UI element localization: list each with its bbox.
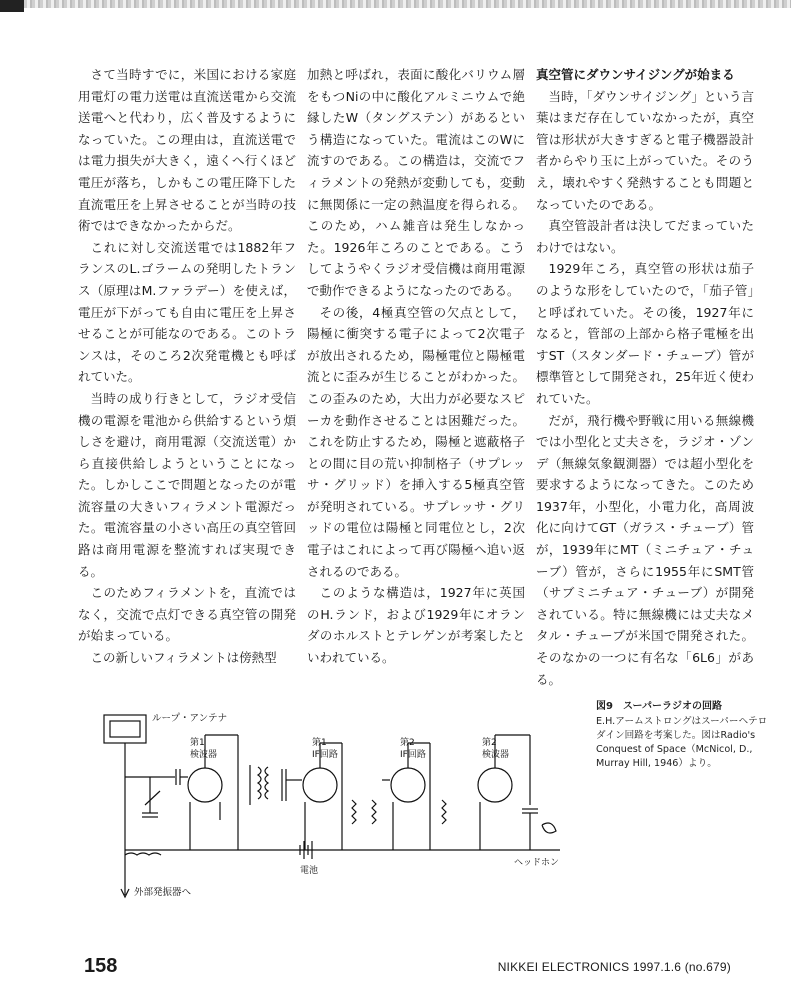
col2-paragraph-2: その後，4極真空管の欠点として，陽極に衝突する電子によって2次電子が放出されるため，陽極電位と陽極電流とに歪みが生じることがわかった。この歪みのため，大出力が必要なスピーカを動作させることは困難だった。これを防止するため，陽極と遮蔽格子との間に目の荒い抑制格子（サプレッサ・グリッド）を挿入する5極真空管が発明されている。サプレッサ・グリッドの電位は陽極と同電位とし，2次電子はこれによって再び陽極へ追い返されるのである。 [307, 304, 525, 579]
label-headphone: ヘッドホン [514, 858, 560, 868]
label-det2-a: 第2 [482, 738, 497, 748]
label-if1-b: IF回路 [312, 750, 338, 760]
article-column-1 [78, 64, 296, 669]
resistor-3 [442, 800, 446, 824]
label-external-oscillator: 外部発振器へ [134, 887, 192, 898]
col1-paragraph-5: この新しいフィラメントは傍熱型 [90, 650, 277, 666]
scan-artifact-strip [0, 0, 791, 8]
label-if2-b: IF回路 [400, 750, 426, 760]
col3-paragraph-1: 当時，「ダウンサイジング」という言葉はまだ存在していなかったが，真空管は形状が大きすぎると電子機器設計者からやり玉に上がっていた。そのうえ，壊れやすく発熱することも問題となっていたのである。 [536, 88, 754, 212]
label-loop-antenna: ループ・アンテナ [152, 713, 228, 724]
col1-paragraph-2: これに対し交流送電では1882年フランスのL.ゴラームの発明したトランス（原理はM.ファラデー）を使えば，電圧が下がっても自由に電圧を上昇させることが可能なのである。このトランスは，そのころ2次発電機とも呼ばれていた。 [78, 239, 296, 385]
section-heading: 真空管にダウンサイジングが始まる [536, 67, 735, 82]
publication-footer: NIKKEI ELECTRONICS 1997.1.6 (no.679) [497, 960, 731, 974]
resistor-2 [372, 800, 376, 824]
col1-paragraph-3: 当時の成り行きとして，ラジオ受信機の電源を電池から供給するという煩しさを避け，商用電源（交流送電）から直接供給しようということになった。しかしここで問題となったのが電流容量の大きいフィラメント電源だった。電流容量の小さい高圧の真空管回路は商用電源を整流すれば実現できる。 [78, 390, 296, 579]
label-det1-b: 検波器 [190, 750, 218, 760]
label-det2-b: 検波器 [482, 750, 510, 760]
label-if2-a: 第2 [400, 738, 415, 748]
tube-2nd-detector [478, 768, 512, 802]
col3-paragraph-3: 1929年ころ，真空管の形状は茄子のような形をしていたので，「茄子管」と呼ばれていた。その後，1927年になると，管部の上部から格子電極を出すST（スタンダード・チューブ）管が標準管として開発され，25年近く使われていた。 [536, 261, 754, 406]
col3-paragraph-4: だが，飛行機や野戦に用いる無線機では小型化と丈夫さを，ラジオ・ゾンデ（無線気象観測器）では超小型化を要求するようになってきた。このため1937年，小型化，小電力化，高周波化に向けてGT（ガラス・チューブ）管が，1939年にMT（ミニチュア・チューブ）管が，さらに1955年にSMT管（サブミニチュア・チューブ）が開発されている。特に無線機には丈夫なメタル・チューブが米国で開発された。そのなかの一つに有名な「6L6」がある。 [536, 412, 754, 687]
article-column-2 [307, 64, 525, 669]
article-column-3 [536, 64, 754, 690]
label-battery: 電池 [300, 866, 319, 876]
col3-paragraph-2: 真空管設計者は決してだまっていたわけではない。 [536, 218, 754, 255]
tube-1st-detector [188, 768, 222, 802]
super-radio-circuit-diagram [90, 705, 590, 905]
figure-caption [596, 700, 776, 771]
col2-paragraph-1: 加熱と呼ばれ，表面に酸化バリウム層をもつNiの中に酸化アルミニウムで絶縁したW（タングステン）があるという構造になっていた。電流はこのWに流すのである。この構造は，交流でフィラメントの発熱が変動しても，変動に無関係に一定の熱温度を得られる。このため，ハム雑音は発生しなかった。1926年ころのことである。こうしてようやくラジオ受信機は商用電源で動作できるようになったのである。 [307, 67, 525, 298]
figure-title: 図9 スーパーラジオの回路 [596, 701, 722, 712]
label-if1-a: 第1 [312, 738, 327, 748]
col2-paragraph-3: このような構造は，1927年に英国のH.ランド，および1929年にオランダのホルストとテレゲンが考案したといわれている。 [307, 585, 525, 666]
tube-1st-if [303, 768, 337, 802]
headphone-symbol [542, 823, 556, 833]
figure-caption-body: E.H.アームストロングはスーパーヘテロダイン回路を考案した。図はRadio's Conquest of Space（McNicol, D., Murray Hill, 1946）より。 [596, 716, 768, 769]
col1-paragraph-4: このためフィラメントを，直流ではなく，交流で点灯できる真空管の開発が始まっている。 [78, 585, 296, 644]
page-number: 158 [84, 955, 118, 977]
tube-2nd-if [391, 768, 425, 802]
resistor-1 [352, 800, 356, 824]
scan-artifact-corner [0, 0, 24, 12]
label-det1-a: 第1 [190, 738, 205, 748]
col1-paragraph-1: さて当時すでに，米国における家庭用電灯の電力送電は直流送電から交流送電へと代わり，広く普及するようになっていた。この理由は，直流送電では電力損失が大きく，遠くへ行くほど電圧が落ち，しかもこの電圧降下した直流電圧を上昇させることが当時の技術ではできなかったからだ。 [78, 67, 296, 234]
